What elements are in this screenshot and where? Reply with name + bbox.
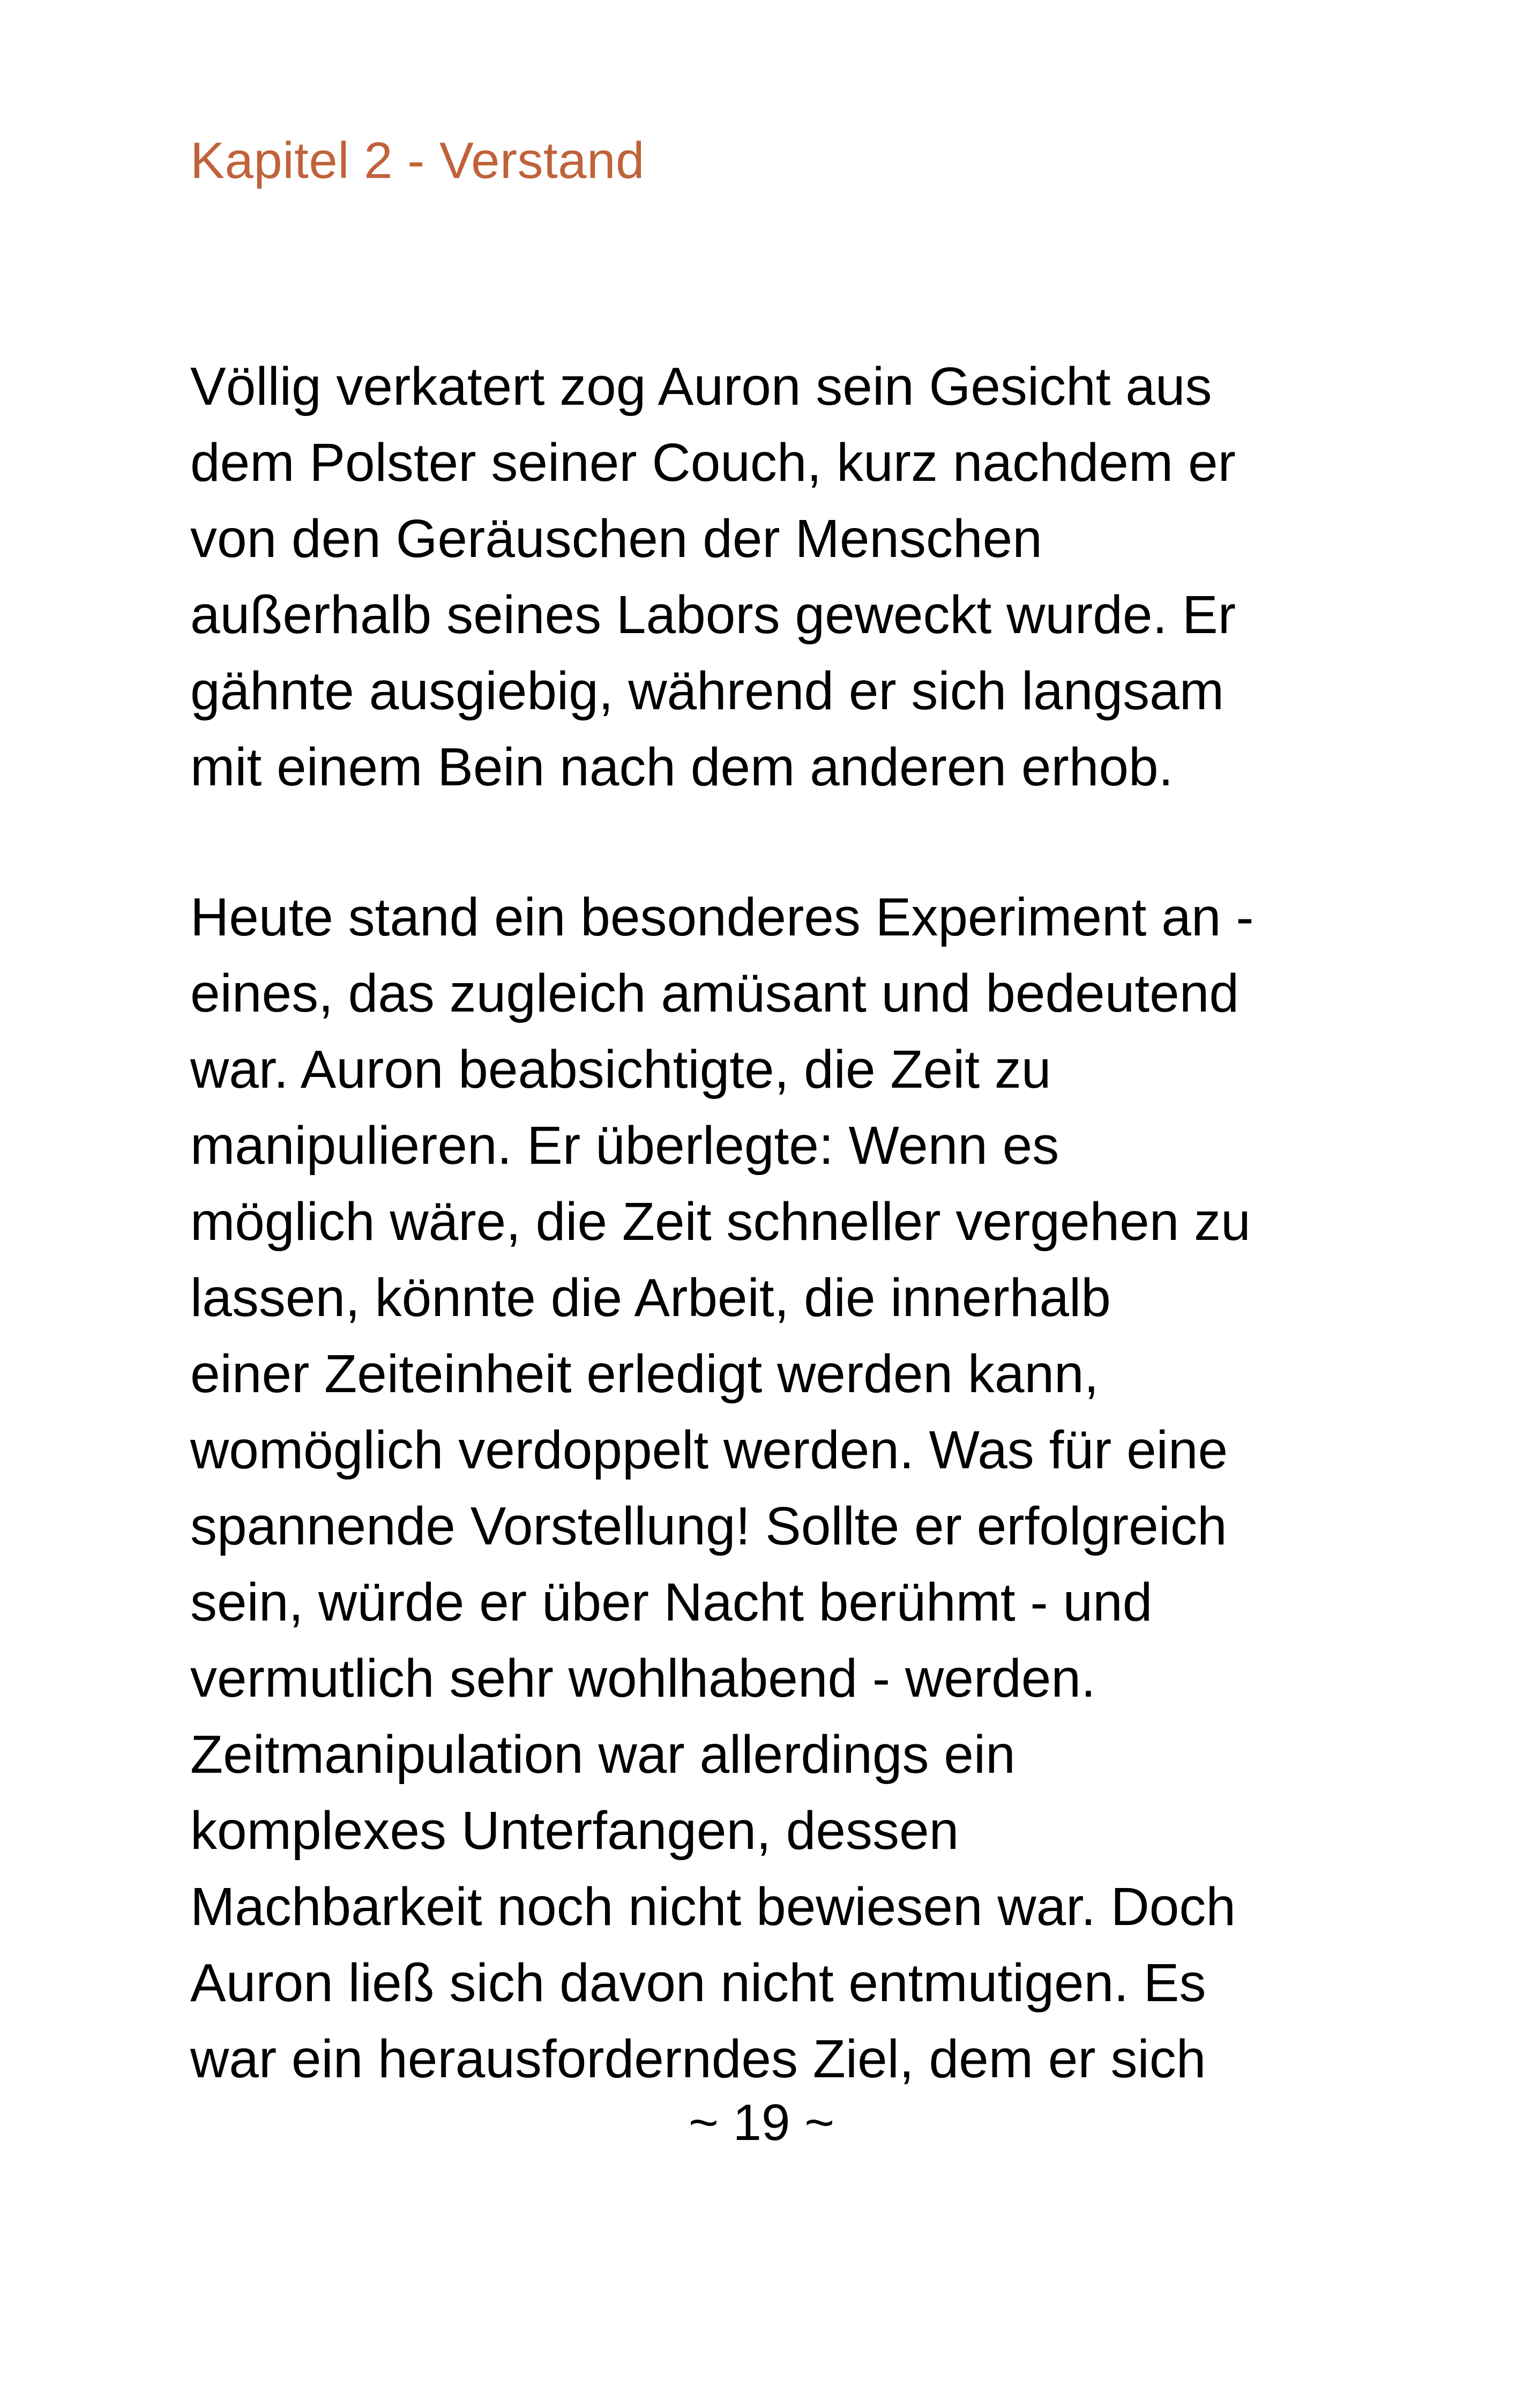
text-line: Völlig verkatert zog Auron sein Gesicht aus bbox=[190, 356, 1212, 417]
text-line: Machbarkeit noch nicht bewiesen war. Doch bbox=[190, 1877, 1236, 1937]
text-line: eines, das zugleich amüsant und bedeutend bbox=[190, 963, 1239, 1023]
text-line: gähnte ausgiebig, während er sich langsam bbox=[190, 661, 1225, 721]
text-line: spannende Vorstellung! Sollte er erfolgreich bbox=[190, 1496, 1227, 1556]
text-line: manipulieren. Er überlegte: Wenn es bbox=[190, 1116, 1059, 1176]
text-line: Zeitmanipulation war allerdings ein bbox=[190, 1725, 1016, 1785]
text-line: lassen, könnte die Arbeit, die innerhalb bbox=[190, 1268, 1111, 1328]
text-line: war. Auron beabsichtigte, die Zeit zu bbox=[190, 1039, 1051, 1099]
page-number: ~ 19 ~ bbox=[688, 2094, 835, 2151]
text-line: mit einem Bein nach dem anderen erhob. bbox=[190, 737, 1174, 797]
text-line: Heute stand ein besonderes Experiment an - bbox=[190, 887, 1254, 947]
text-line: einer Zeiteinheit erledigt werden kann, bbox=[190, 1344, 1099, 1404]
paragraph-2 bbox=[190, 879, 1337, 2097]
text-line: von den Geräuschen der Menschen bbox=[190, 509, 1042, 569]
text-line: vermutlich sehr wohlhabend - werden. bbox=[190, 1648, 1096, 1708]
text-line: womöglich verdoppelt werden. Was für eine bbox=[190, 1420, 1228, 1480]
chapter-title: Kapitel 2 - Verstand bbox=[190, 132, 645, 189]
text-line: komplexes Unterfangen, dessen bbox=[190, 1801, 959, 1861]
text-line: sein, würde er über Nacht berühmt - und bbox=[190, 1572, 1153, 1632]
text-line: war ein herausforderndes Ziel, dem er sich bbox=[190, 2029, 1206, 2089]
text-line: außerhalb seines Labors geweckt wurde. Er bbox=[190, 585, 1236, 645]
text-line: Auron ließ sich davon nicht entmutigen. Es bbox=[190, 1953, 1206, 2013]
text-line: möglich wäre, die Zeit schneller vergehen zu bbox=[190, 1192, 1251, 1252]
paragraph-1 bbox=[190, 348, 1337, 805]
text-line: dem Polster seiner Couch, kurz nachdem er bbox=[190, 433, 1236, 493]
